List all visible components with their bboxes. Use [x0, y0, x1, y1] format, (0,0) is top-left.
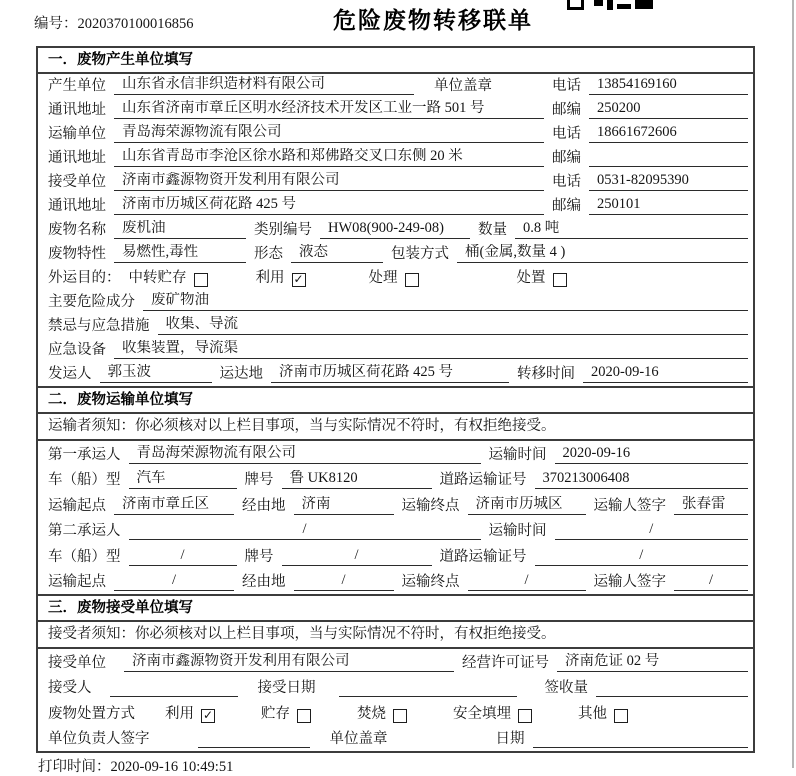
- form-row: [38, 218, 753, 242]
- checkbox-unchecked-icon: [553, 273, 567, 287]
- checkbox-checked-icon: [292, 273, 306, 287]
- field-underline: [198, 732, 310, 748]
- field-underline: [114, 196, 544, 215]
- checkbox-option: [357, 706, 407, 723]
- field-value: 液态: [299, 244, 328, 261]
- form-row: [38, 146, 753, 170]
- field-label: 运达地: [219, 366, 263, 383]
- field-value: 18661672606: [597, 124, 677, 141]
- qr-block: [617, 4, 631, 9]
- field-label: 废物处置方式: [48, 705, 135, 722]
- field-group: [48, 172, 544, 191]
- field-value: 济南市鑫源物资开发利用有限公司: [122, 172, 340, 189]
- field-value: 2020-09-16: [591, 364, 659, 381]
- section-title: 一．废物产生单位填写: [38, 48, 753, 74]
- field-value: 山东省永信非织造材料有限公司: [122, 76, 325, 93]
- field-label: 废物特性: [48, 246, 106, 263]
- checkbox-label: 安全填埋: [453, 705, 511, 722]
- field-underline: [294, 496, 394, 515]
- field-label: 运输人签字: [593, 574, 666, 591]
- field-label: 包装方式: [391, 246, 449, 263]
- field-value: /: [302, 521, 307, 538]
- field-value: 济南市历城区: [475, 495, 563, 512]
- field-underline: [114, 572, 234, 591]
- field-label: 运输终点: [401, 497, 460, 514]
- checkbox-unchecked-icon: [405, 273, 419, 287]
- check-mark-glyph: ✓: [293, 272, 304, 286]
- checkbox-label: 处理: [368, 270, 398, 287]
- field-value: /: [639, 546, 644, 563]
- field-value: 鲁 UK8120: [289, 470, 358, 487]
- field-label: 形态: [254, 246, 283, 263]
- form-row: [38, 675, 753, 701]
- field-underline: [110, 681, 238, 697]
- qr-block: [567, 0, 584, 10]
- form-row: [38, 467, 753, 493]
- field-underline: [674, 496, 748, 515]
- field-label: 接受单位: [48, 174, 106, 191]
- field-underline: [282, 470, 432, 489]
- qr-block: [635, 0, 653, 9]
- field-underline: [339, 681, 517, 697]
- field-value: 济南市历城区荷花路 425 号: [279, 364, 453, 381]
- field-label: 牌号: [244, 472, 274, 489]
- field-underline: [271, 364, 509, 383]
- field-label: 车（船）型: [48, 548, 121, 565]
- field-underline: [129, 547, 237, 566]
- field-underline: [555, 521, 749, 540]
- field-label: 牌号: [244, 548, 274, 565]
- field-label: 废物名称: [48, 222, 106, 239]
- print-time-value: 2020-09-16 10:49:51: [110, 759, 234, 775]
- checkbox-label: 其他: [578, 705, 607, 722]
- field-label: 主要危险成分: [48, 294, 135, 311]
- field-label: 运输时间: [488, 523, 547, 540]
- field-underline: [535, 470, 749, 489]
- field-underline: [114, 172, 544, 191]
- checkbox-unchecked-icon: [393, 709, 407, 723]
- field-underline: [533, 732, 749, 748]
- checkbox-unchecked-icon: [194, 273, 208, 287]
- field-value: 桶(金属,数量 4 ): [465, 244, 566, 261]
- field-value: 收集装置，导流渠: [122, 340, 238, 357]
- checkbox-checked-icon: [201, 709, 215, 723]
- checkbox-label: 焚烧: [357, 705, 386, 722]
- field-value: 废机油: [122, 220, 166, 237]
- field-underline: [282, 547, 432, 566]
- field-underline: [515, 220, 748, 239]
- print-time-label: 打印时间：: [38, 759, 111, 775]
- field-underline: [114, 220, 246, 239]
- field-label: 通讯地址: [48, 198, 106, 215]
- checkbox-option: [256, 270, 306, 287]
- field-label: 禁忌与应急措施: [48, 318, 150, 335]
- field-underline: [596, 681, 748, 697]
- checkbox-option: [369, 270, 419, 287]
- form-row: [38, 700, 753, 726]
- field-underline: [468, 572, 586, 591]
- field-group: [48, 100, 544, 119]
- checkbox-option: [517, 270, 567, 287]
- field-label: 单位盖章: [434, 78, 492, 95]
- field-value: /: [649, 521, 654, 538]
- form-row: [38, 569, 753, 595]
- field-value: 汽车: [136, 470, 166, 487]
- field-label: 发运人: [48, 366, 92, 383]
- document-number-label: 编号：: [34, 16, 78, 32]
- field-underline: [589, 196, 748, 215]
- field-underline: [294, 572, 394, 591]
- field-group: [48, 124, 544, 143]
- field-label: 接受单位: [48, 654, 106, 671]
- checkbox-unchecked-icon: [297, 709, 311, 723]
- form-row: [38, 338, 753, 362]
- section-notice: 接受者须知：你必须核对以上栏目事项，当与实际情况不符时，有权拒绝接受。: [38, 622, 753, 649]
- field-value: 370213006408: [542, 470, 630, 487]
- checkbox-label: 中转贮存: [128, 270, 187, 287]
- form-row: [38, 194, 753, 218]
- field-label: 运输单位: [48, 126, 106, 143]
- checkbox-option: [453, 706, 532, 723]
- field-label: 通讯地址: [48, 102, 106, 119]
- field-label: 通讯地址: [48, 150, 106, 167]
- field-underline: [555, 445, 749, 464]
- form-row: [38, 266, 753, 290]
- form-row: [38, 362, 753, 386]
- field-value: 250200: [597, 100, 641, 117]
- field-value: 收集、导流: [165, 316, 238, 333]
- field-label: 电话: [552, 126, 581, 143]
- field-label: 数量: [478, 222, 507, 239]
- field-underline: [457, 244, 748, 263]
- field-underline: [114, 244, 246, 263]
- form-row: [38, 441, 753, 467]
- field-value: /: [341, 572, 346, 589]
- field-label: 接受日期: [257, 680, 316, 697]
- form-section-1: [38, 48, 753, 386]
- field-value: 济南: [301, 495, 331, 512]
- field-underline: [589, 124, 748, 143]
- field-label: 运输起点: [48, 574, 106, 591]
- field-label: 第一承运人: [48, 446, 121, 463]
- field-value: /: [708, 572, 714, 589]
- field-value: 济南危证 02 号: [565, 652, 660, 669]
- field-label: 单位盖章: [329, 731, 388, 748]
- checkbox-option: [578, 706, 628, 723]
- manifest-form: [36, 46, 755, 753]
- field-label: 应急设备: [48, 342, 106, 359]
- form-row: [38, 170, 753, 194]
- qr-block: [607, 0, 613, 10]
- field-group: [48, 148, 544, 167]
- field-value: /: [180, 546, 185, 563]
- field-underline: [114, 148, 544, 167]
- field-value: /: [171, 572, 177, 589]
- field-underline: [114, 124, 544, 143]
- form-row: [38, 242, 753, 266]
- checkbox-label: 处置: [516, 270, 546, 287]
- field-underline: [589, 100, 748, 119]
- form-row: [38, 122, 753, 146]
- field-label: 车（船）型: [48, 472, 121, 489]
- field-underline: [589, 172, 748, 191]
- field-value: 0.8 吨: [523, 220, 560, 237]
- field-value: 张春雷: [682, 495, 726, 512]
- checkbox-label: 利用: [255, 270, 285, 287]
- field-value: 易燃性,毒性: [122, 244, 199, 261]
- form-section-2: [38, 386, 753, 594]
- field-label: 签收量: [544, 680, 588, 697]
- field-label: 邮编: [552, 102, 581, 119]
- field-value: /: [354, 546, 359, 563]
- form-section-3: [38, 594, 753, 751]
- field-label: 第二承运人: [48, 523, 121, 540]
- field-underline: [320, 220, 470, 239]
- field-value: 0531-82095390: [597, 172, 689, 189]
- field-underline: [291, 244, 383, 263]
- check-mark-glyph: ✓: [202, 707, 214, 722]
- form-row: [38, 314, 753, 338]
- field-label: 邮编: [552, 150, 581, 167]
- field-value: HW08(900-249-08): [328, 220, 444, 237]
- field-underline: [114, 340, 748, 359]
- page-title: 危险废物转移联单: [333, 7, 533, 33]
- form-row: [38, 726, 753, 752]
- field-value: 250101: [597, 196, 641, 213]
- field-label: 道路运输证号: [439, 548, 527, 565]
- field-label: 运输终点: [401, 574, 460, 591]
- field-value: 济南市历城区荷花路 425 号: [122, 196, 296, 213]
- field-underline: [589, 151, 748, 167]
- field-value: 2020-09-16: [562, 444, 631, 461]
- field-label: 外运目的：: [48, 270, 121, 287]
- field-underline: [114, 76, 414, 95]
- field-value: 13854169160: [597, 76, 677, 93]
- field-underline: [674, 572, 748, 591]
- field-value: /: [524, 572, 529, 589]
- checkbox-label: 利用: [165, 705, 194, 722]
- field-underline: [158, 316, 749, 335]
- field-underline: [535, 547, 749, 566]
- form-row: [38, 74, 753, 98]
- field-label: 经由地: [242, 497, 286, 514]
- field-value: 青岛海荣源物流有限公司: [136, 444, 296, 461]
- checkbox-option: [261, 706, 311, 723]
- field-label: 道路运输证号: [439, 472, 527, 489]
- scan-page-edge: [792, 0, 794, 768]
- field-label: 类别编号: [254, 222, 312, 239]
- field-label: 单位负责人签字: [48, 731, 150, 748]
- field-underline: [589, 76, 748, 95]
- field-group: [48, 196, 544, 215]
- field-underline: [114, 100, 544, 119]
- field-underline: [468, 496, 586, 515]
- section-notice: 运输者须知：你必须核对以上栏目事项，当与实际情况不符时，有权拒绝接受。: [38, 414, 753, 441]
- checkbox-unchecked-icon: [518, 709, 532, 723]
- field-label: 运输人签字: [593, 497, 666, 514]
- field-value: 郭玉波: [107, 364, 151, 381]
- field-group: [48, 76, 544, 95]
- field-label: 运输起点: [48, 497, 106, 514]
- print-time: [38, 755, 233, 776]
- checkbox-unchecked-icon: [614, 709, 628, 723]
- form-row: [38, 492, 753, 518]
- checkbox-option: [129, 270, 208, 287]
- field-value: 济南市鑫源物资开发利用有限公司: [132, 652, 350, 669]
- field-label: 电话: [552, 174, 581, 191]
- field-label: 电话: [552, 78, 581, 95]
- field-label: 经营许可证号: [462, 654, 549, 671]
- field-label: 接受人: [48, 680, 92, 697]
- field-underline: [129, 521, 481, 540]
- field-value: 济南市章丘区: [122, 495, 209, 512]
- field-value: 山东省济南市章丘区明水经济技术开发区工业一路 501 号: [122, 100, 485, 117]
- section-title: 三．废物接受单位填写: [38, 596, 753, 622]
- field-label: 邮编: [552, 198, 581, 215]
- checkbox-label: 贮存: [261, 705, 290, 722]
- field-label: 转移时间: [517, 366, 575, 383]
- form-row: [38, 290, 753, 314]
- field-label: 经由地: [242, 574, 286, 591]
- field-label: 运输时间: [488, 446, 547, 463]
- field-value: 废矿物油: [151, 292, 209, 309]
- field-underline: [100, 364, 212, 383]
- section-title: 二．废物运输单位填写: [38, 388, 753, 414]
- field-underline: [129, 470, 237, 489]
- field-label: 日期: [495, 731, 525, 748]
- checkbox-option: [165, 706, 215, 723]
- qr-block: [594, 0, 603, 6]
- field-value: 山东省青岛市李沧区徐水路和郑佛路交叉口东侧 20 米: [122, 148, 463, 165]
- field-underline: [129, 445, 481, 464]
- field-underline: [114, 496, 234, 515]
- field-label: 产生单位: [48, 78, 106, 95]
- form-row: [38, 543, 753, 569]
- qr-code-fragment: [567, 0, 655, 11]
- field-underline: [143, 292, 748, 311]
- form-row: [38, 518, 753, 544]
- form-row: [38, 98, 753, 122]
- field-value: 青岛海荣源物流有限公司: [122, 124, 282, 141]
- field-underline: [124, 653, 454, 672]
- field-underline: [583, 364, 748, 383]
- form-row: [38, 649, 753, 675]
- document-number-value: 2020370100016856: [77, 16, 194, 32]
- field-underline: [557, 653, 748, 672]
